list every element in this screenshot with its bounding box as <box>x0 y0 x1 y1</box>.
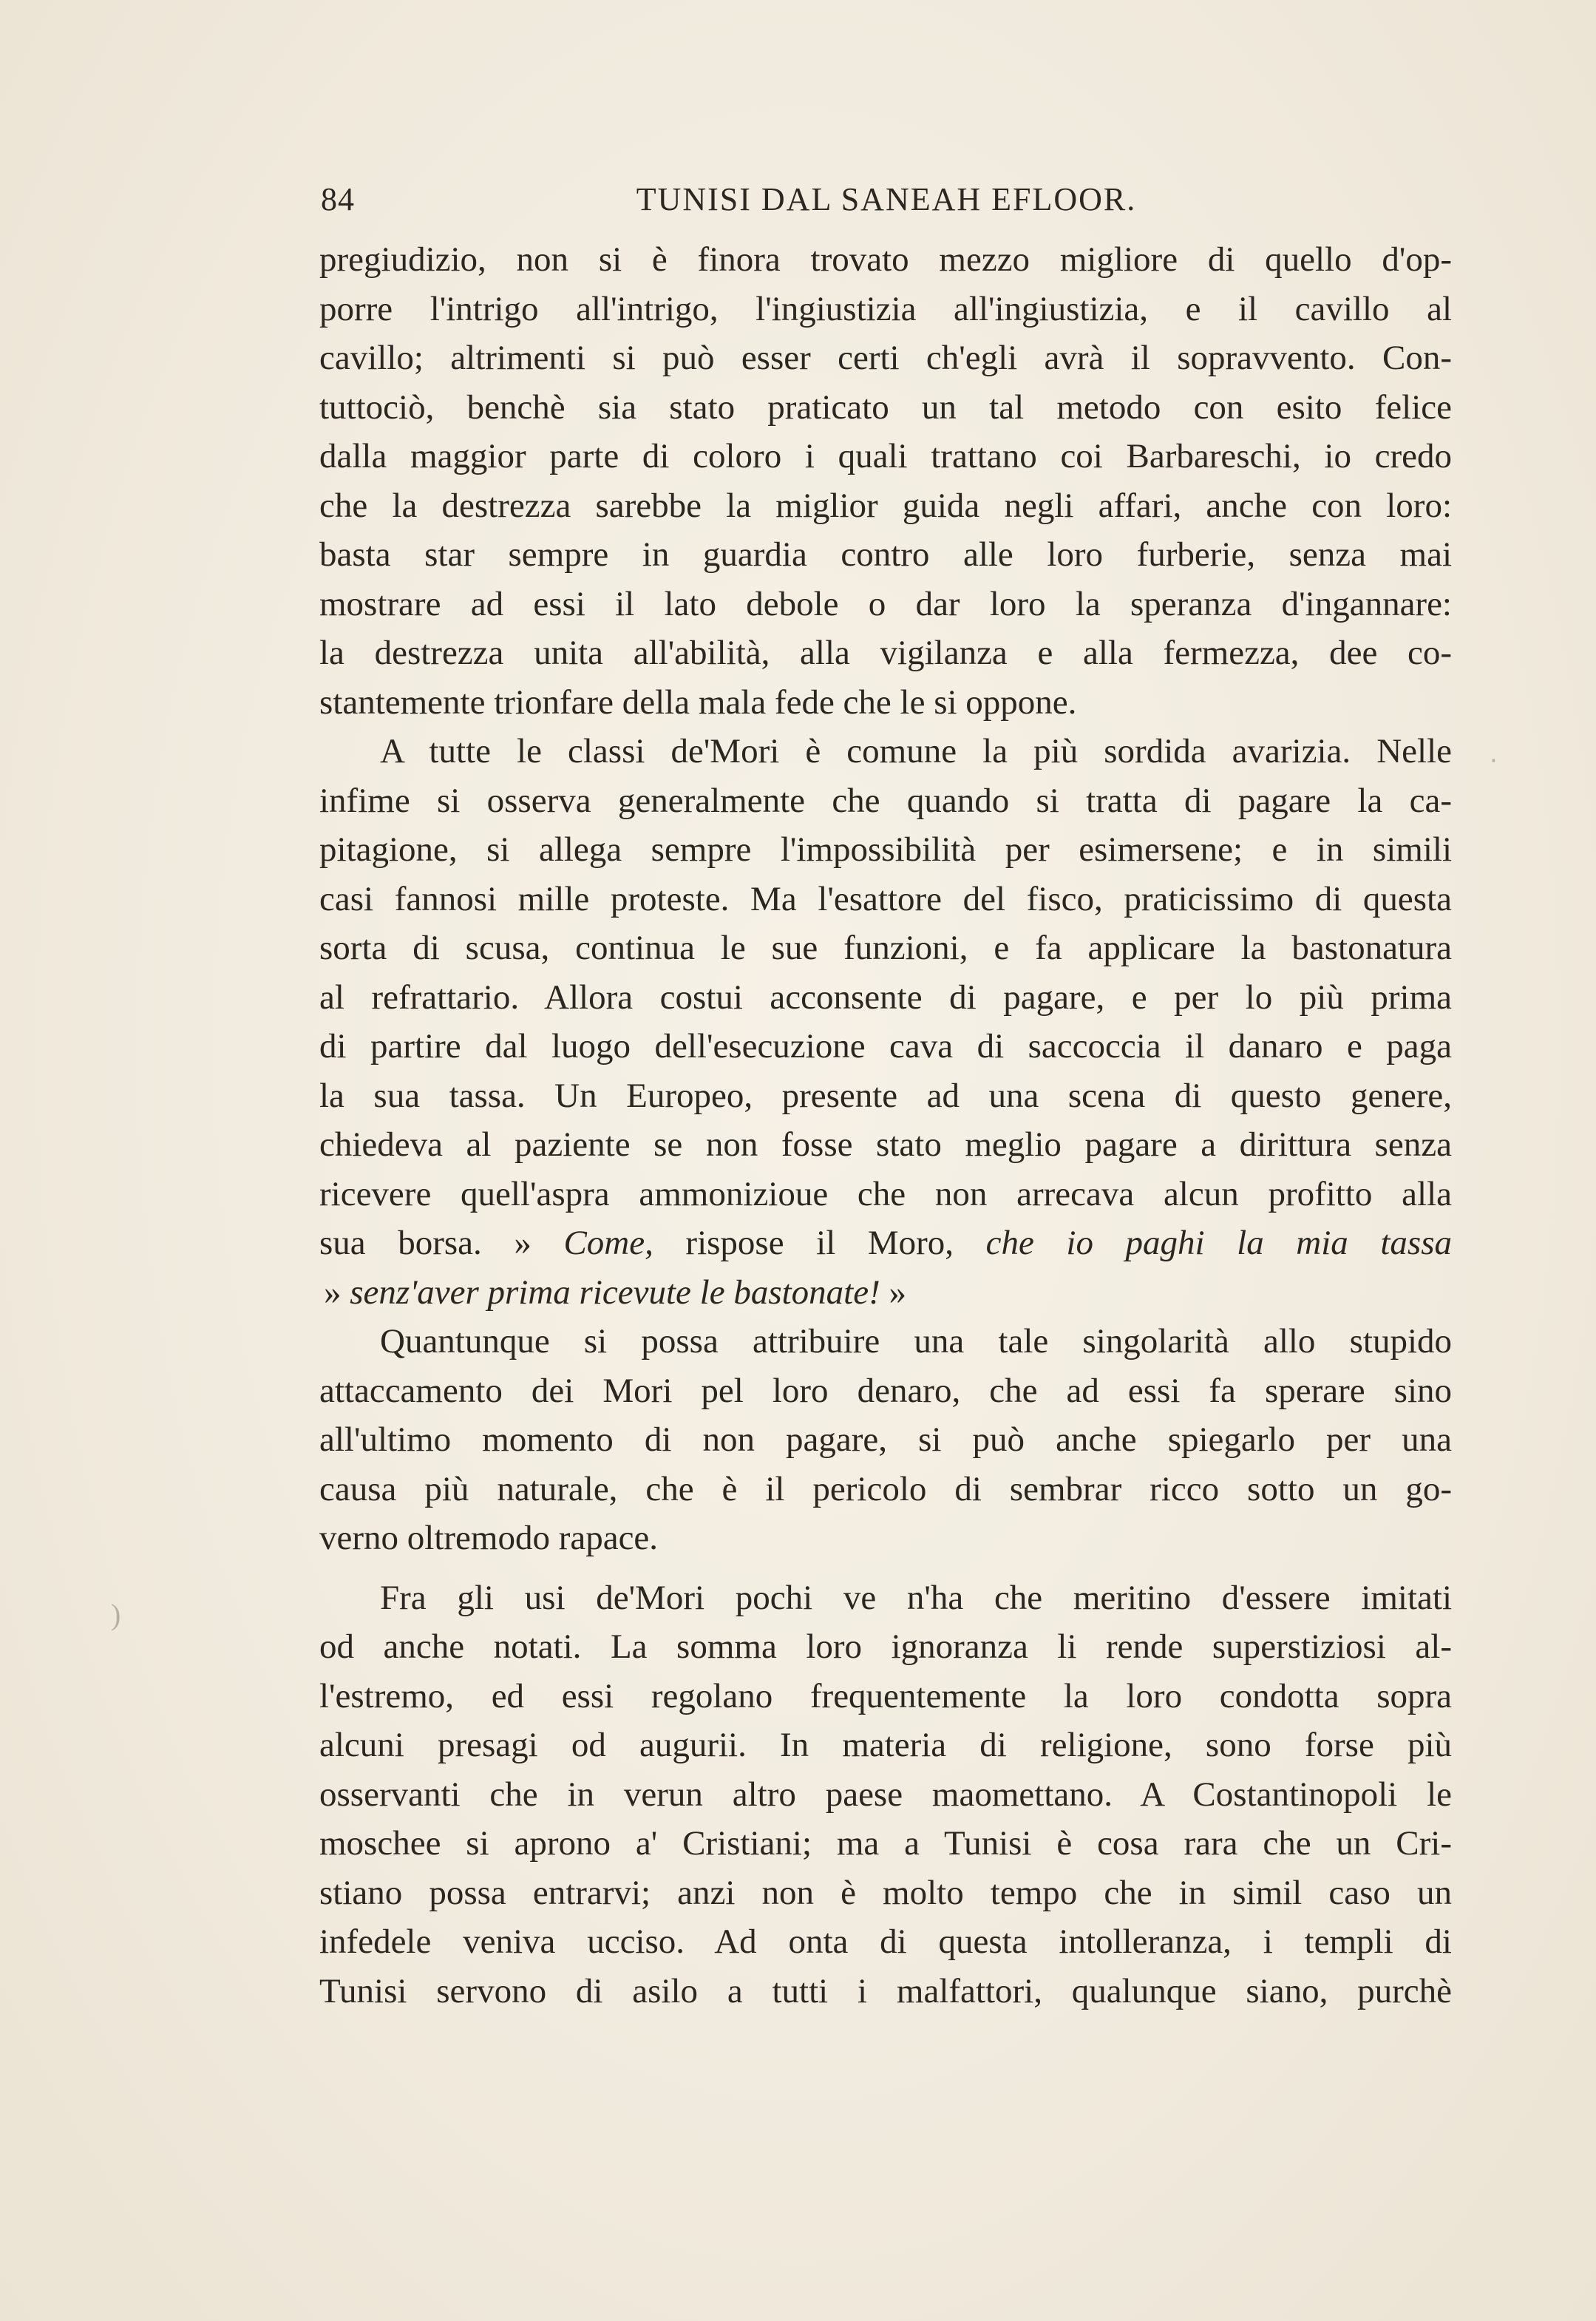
text-line: al refrattario. Allora costui acconsente di pagare, e per lo più prima <box>319 977 1452 1017</box>
text-line: basta star sempre in guardia contro alle loro furberie, senza mai <box>319 535 1452 574</box>
running-title: TUNISI DAL SANEAH EFLOOR. <box>636 181 1137 217</box>
italic-fragment: Come, <box>563 1224 653 1262</box>
text-line: Quantunque si possa attribuire una tale singolarità allo stupido <box>380 1322 1452 1361</box>
text-line: causa più naturale, che è il pericolo di sembrar ricco sotto un go- <box>319 1469 1452 1508</box>
text-line: porre l'intrigo all'intrigo, l'ingiustizia all'ingiustizia, e il cavillo al <box>319 289 1452 328</box>
text-line: l'estremo, ed essi regolano frequentemente la loro condotta sopra <box>319 1676 1452 1715</box>
text-line: pitagione, si allega sempre l'impossibilità per esimersene; e in simili <box>319 830 1452 869</box>
text-line: verno oltremodo rapace. <box>319 1519 659 1557</box>
text-line: tuttociò, benchè sia stato praticato un tal metodo con esito felice <box>319 387 1452 427</box>
text-line-quote <box>319 1268 1452 1318</box>
paragraph <box>319 727 1452 1317</box>
margin-mark: ‧ <box>1490 748 1498 776</box>
text-line: osservanti che in verun altro paese maomettano. A Costantinopoli le <box>319 1775 1452 1814</box>
text-line-quote <box>319 1219 1452 1268</box>
text-line: infedele veniva ucciso. Ad onta di questa intolleranza, i templi di <box>319 1922 1452 1961</box>
running-head <box>321 180 1452 225</box>
margin-mark: ) <box>111 1598 121 1631</box>
text-line: dalla maggior parte di coloro i quali trattano coi Barbareschi, io credo <box>319 437 1452 475</box>
text-line: ricevere quell'aspra ammonizioue che non arrecava alcun profitto alla <box>319 1174 1452 1213</box>
text-line: casi fannosi mille proteste. Ma l'esattore del fisco, praticissimo di questa <box>319 879 1452 918</box>
text-line: Fra gli usi de'Mori pochi ve n'ha che meritino d'essere imitati <box>380 1578 1452 1617</box>
text-line: moschee si aprono a' Cristiani; ma a Tunisi è cosa rara che un Cri- <box>319 1824 1452 1863</box>
paragraph <box>319 1317 1452 1563</box>
text-line: od anche notati. La somma loro ignoranza li rende superstiziosi al- <box>319 1627 1452 1666</box>
text-line: mostrare ad essi il lato debole o dar loro la speranza d'ingannare: <box>319 584 1452 623</box>
text-line: la destrezza unita all'abilità, alla vigilanza e alla fermezza, dee co- <box>319 634 1452 672</box>
text-fragment: sua borsa. » <box>319 1224 532 1262</box>
paragraph-gap <box>319 1563 1452 1573</box>
italic-fragment: che io paghi la mia tassa <box>985 1224 1453 1262</box>
paragraph <box>319 235 1452 727</box>
text-line: stiano possa entrarvi; anzi non è molto tempo che in simil caso un <box>319 1873 1452 1912</box>
text-line: A tutte le classi de'Mori è comune la più sordida avarizia. Nelle <box>380 732 1452 770</box>
text-line: Tunisi servono di asilo a tutti i malfattori, qualunque siano, purchè <box>319 1971 1452 2010</box>
text-line: alcuni presagi od augurii. In materia di religione, sono forse più <box>319 1726 1452 1764</box>
text-line: pregiudizio, non si è finora trovato mezzo migliore di quello d'op- <box>319 240 1452 279</box>
text-line: sorta di scusa, continua le sue funzioni, e fa applicare la bastonatura <box>319 929 1452 967</box>
text-line: la sua tassa. Un Europeo, presente ad una scena di questo genere, <box>319 1076 1452 1115</box>
text-line: stantemente trionfare della mala fede che le si oppone. <box>319 682 1077 722</box>
page-number: 84 <box>321 181 355 217</box>
text-line: infime si osserva generalmente che quando si tratta di pagare la ca- <box>319 781 1452 820</box>
text-line: di partire dal luogo dell'esecuzione cava di saccoccia il danaro e paga <box>319 1027 1452 1065</box>
text-line: chiedeva al paziente se non fosse stato meglio pagare a dirittura senza <box>319 1125 1452 1164</box>
paragraph <box>319 1573 1452 2016</box>
italic-fragment: senz'aver prima ricevute le bastonate! <box>350 1273 880 1312</box>
text-line: all'ultimo momento di non pagare, si può anche spiegarlo per una <box>319 1420 1452 1459</box>
text-line: cavillo; altrimenti si può esser certi ch'egli avrà il sopravvento. Con- <box>319 339 1452 377</box>
text-line: attaccamento dei Mori pel loro denaro, che ad essi fa sperare sino <box>319 1371 1452 1410</box>
text-fragment: » <box>880 1273 906 1312</box>
text-fragment: rispose il Moro, <box>685 1224 954 1262</box>
body-text <box>319 235 1452 2016</box>
text-fragment: » <box>324 1273 350 1312</box>
text-line: che la destrezza sarebbe la miglior guida negli affari, anche con loro: <box>319 486 1452 525</box>
